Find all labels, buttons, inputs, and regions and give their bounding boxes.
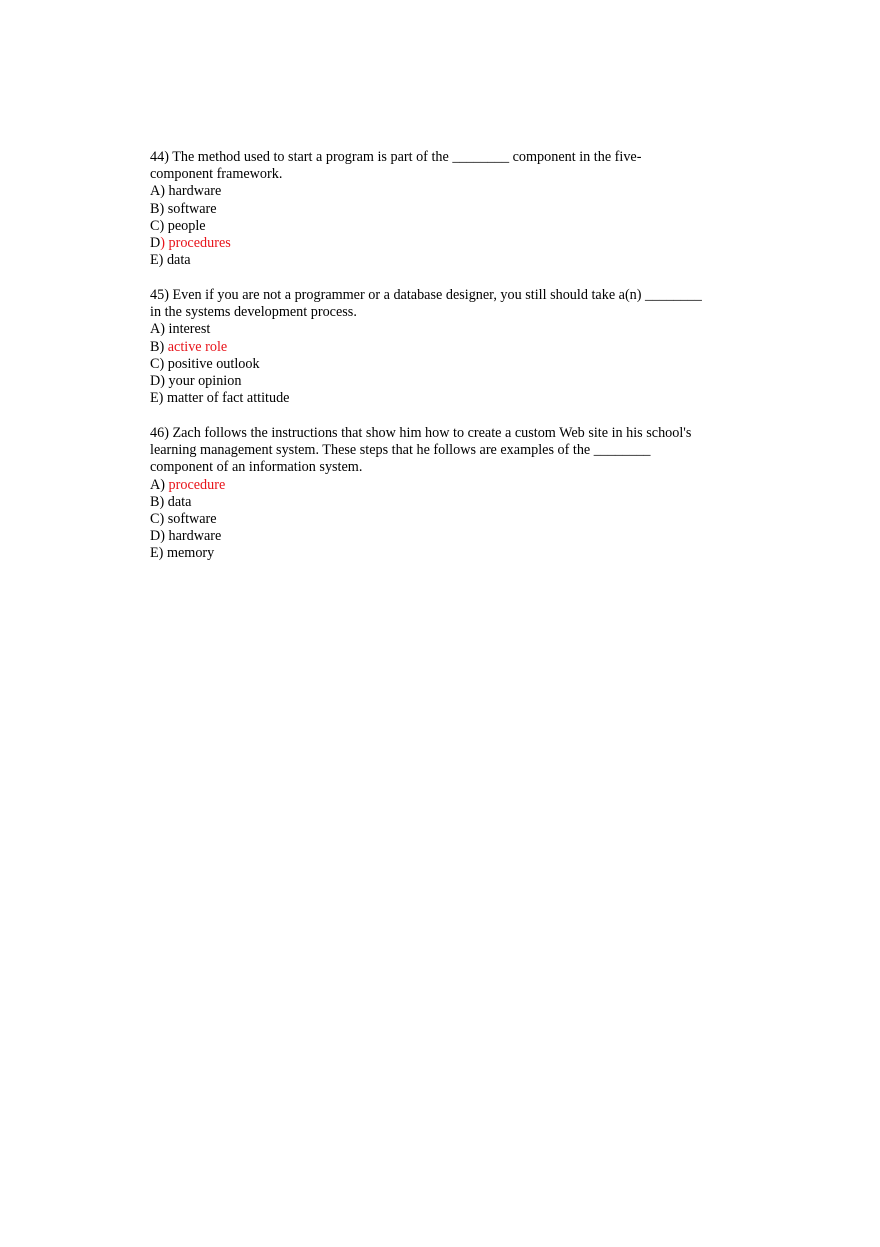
question-45 bbox=[150, 287, 740, 407]
option-prefix: C) bbox=[150, 355, 168, 372]
option-prefix: B) bbox=[150, 200, 168, 217]
option-text: positive outlook bbox=[167, 355, 260, 372]
option-e bbox=[150, 390, 740, 407]
option-prefix: B) bbox=[150, 493, 168, 510]
option-text: software bbox=[167, 200, 217, 217]
option-prefix: D bbox=[150, 235, 161, 252]
question-list bbox=[150, 149, 740, 580]
option-prefix: A) bbox=[150, 183, 169, 200]
option-text: data bbox=[167, 493, 192, 510]
option-e bbox=[150, 545, 740, 562]
option-prefix: E) bbox=[150, 390, 167, 407]
option-c bbox=[150, 511, 740, 528]
option-prefix: E) bbox=[150, 252, 167, 269]
stem-line: in the systems development process. bbox=[150, 304, 357, 321]
option-text: your opinion bbox=[168, 373, 242, 390]
option-b-correct-answer bbox=[150, 339, 740, 356]
option-text: software bbox=[167, 511, 217, 528]
option-b bbox=[150, 494, 740, 511]
question-44 bbox=[150, 149, 740, 269]
option-prefix: A) bbox=[150, 321, 169, 338]
option-text: ) procedures bbox=[160, 235, 231, 252]
option-prefix: B) bbox=[150, 338, 168, 355]
option-c bbox=[150, 218, 740, 235]
option-text: data bbox=[166, 252, 191, 269]
stem-line: component framework. bbox=[150, 166, 283, 183]
question-stem bbox=[150, 149, 740, 183]
option-d-correct-answer bbox=[150, 235, 740, 252]
stem-line: 45) Even if you are not a programmer or a database designer, you still should take a(n) ________ bbox=[150, 287, 702, 304]
option-text: hardware bbox=[168, 528, 222, 545]
option-prefix: E) bbox=[150, 545, 167, 562]
option-text: interest bbox=[168, 321, 211, 338]
stem-line: learning management system. These steps that he follows are examples of the ________ bbox=[150, 442, 651, 459]
option-a bbox=[150, 183, 740, 200]
option-text: matter of fact attitude bbox=[166, 390, 290, 407]
option-a bbox=[150, 321, 740, 338]
option-prefix: A) bbox=[150, 476, 169, 493]
option-text: memory bbox=[166, 545, 215, 562]
stem-line: 44) The method used to start a program is part of the ________ component in the five- bbox=[150, 149, 642, 165]
question-46 bbox=[150, 425, 740, 563]
question-stem bbox=[150, 425, 740, 477]
option-prefix: D) bbox=[150, 528, 169, 545]
stem-line: 46) Zach follows the instructions that show him how to create a custom Web site in his school's bbox=[150, 425, 692, 442]
option-prefix: C) bbox=[150, 217, 168, 234]
option-d bbox=[150, 528, 740, 545]
option-a-correct-answer bbox=[150, 477, 740, 494]
option-d bbox=[150, 373, 740, 390]
question-stem bbox=[150, 287, 740, 321]
option-text: active role bbox=[167, 338, 228, 355]
option-text: procedure bbox=[168, 476, 226, 493]
option-text: hardware bbox=[168, 183, 222, 200]
option-b bbox=[150, 201, 740, 218]
stem-line: component of an information system. bbox=[150, 459, 363, 476]
option-e bbox=[150, 252, 740, 269]
option-c bbox=[150, 356, 740, 373]
option-text: people bbox=[167, 217, 206, 234]
option-prefix: C) bbox=[150, 511, 168, 528]
option-prefix: D) bbox=[150, 373, 169, 390]
